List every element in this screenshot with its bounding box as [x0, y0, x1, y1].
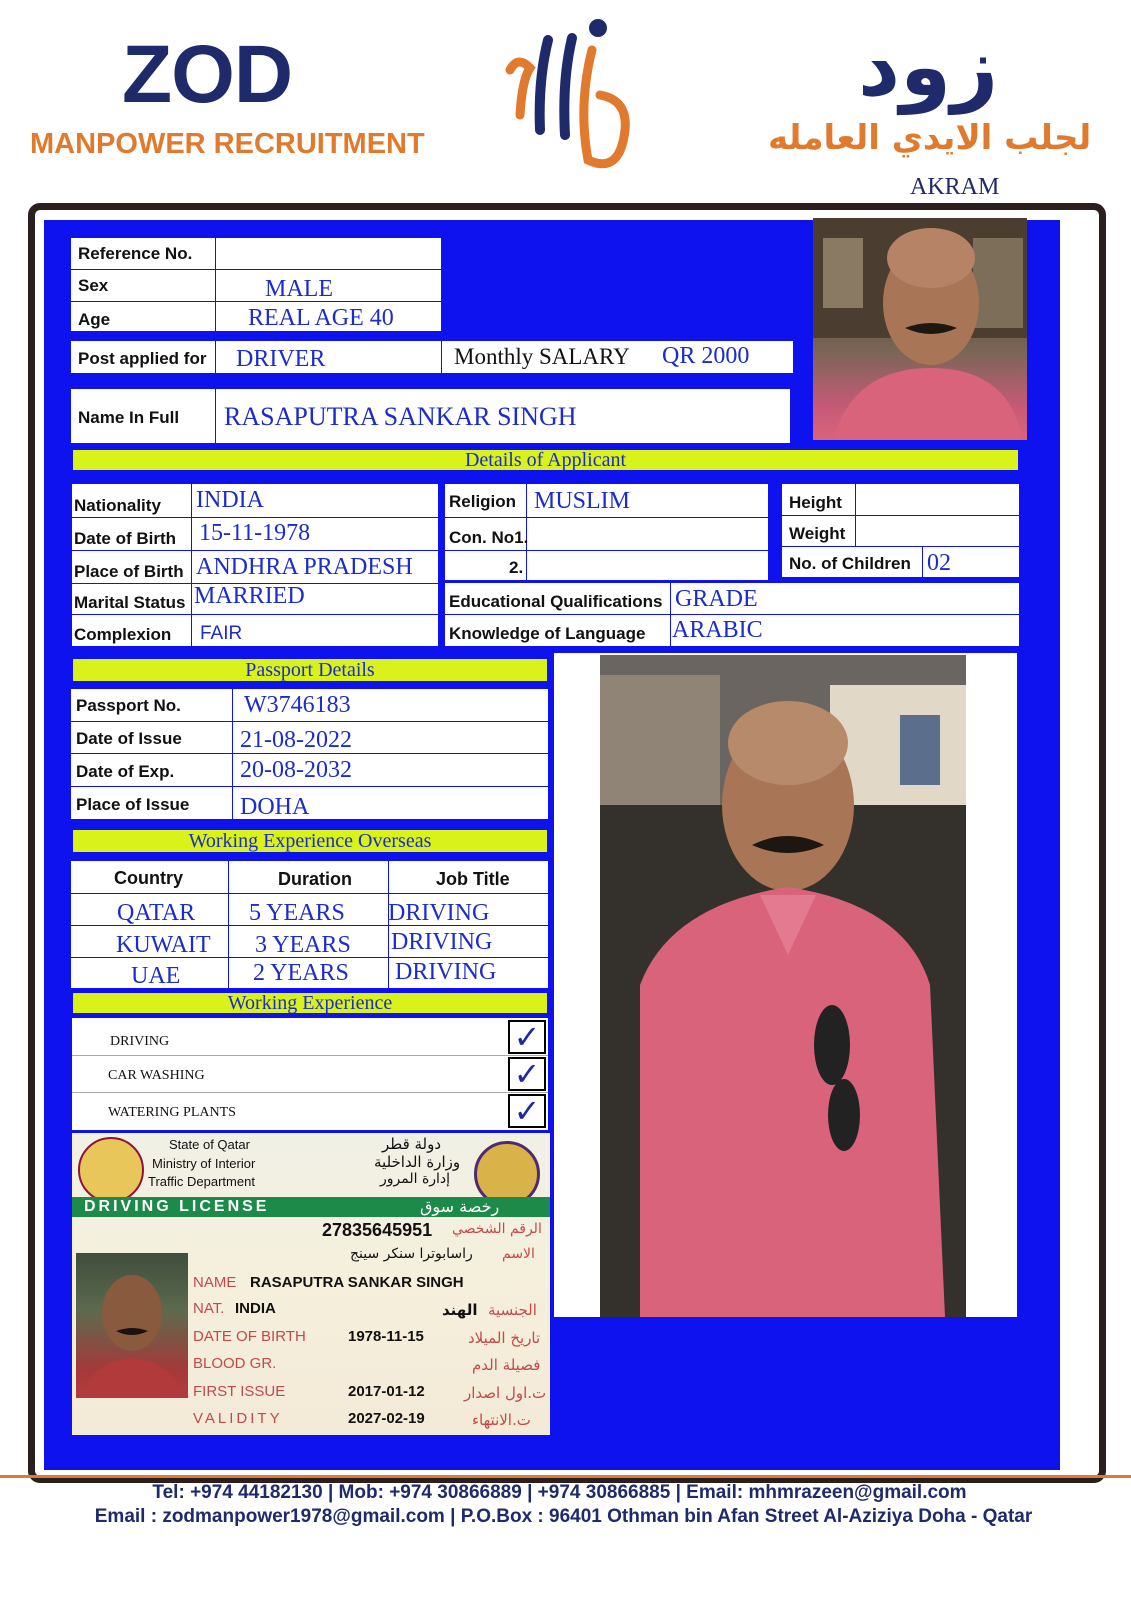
overseas-duration-1: 5 YEARS: [249, 900, 345, 926]
pob-label: Place of Birth: [74, 562, 184, 581]
overseas-job-1: DRIVING: [388, 900, 490, 926]
dob-label: Date of Birth: [74, 529, 176, 548]
passport-exp-label: Date of Exp.: [76, 762, 175, 781]
overseas-col-duration: Duration: [278, 869, 352, 889]
passport-exp-value: 20-08-2032: [240, 757, 352, 783]
license-ar-title: رخصة سوق: [420, 1197, 500, 1216]
overseas-country-2: KUWAIT: [116, 932, 211, 958]
overseas-country-1: QATAR: [117, 900, 196, 926]
passport-issue-value: 21-08-2022: [240, 727, 352, 753]
nationality-value: INDIA: [196, 487, 264, 513]
passport-issue-label: Date of Issue: [76, 729, 182, 748]
license-dob-value: 1978-11-15: [348, 1328, 424, 1345]
arabic-brand: زود: [858, 20, 999, 115]
language-label: Knowledge of Language: [449, 624, 646, 643]
children-label: No. of Children: [789, 554, 911, 573]
license-nat-value: INDIA: [235, 1300, 276, 1317]
license-ar-dob-label: تاريخ الميلاد: [468, 1329, 541, 1347]
license-dept: Traffic Department: [148, 1174, 255, 1189]
name-value: RASAPUTRA SANKAR SINGH: [224, 402, 577, 431]
education-label: Educational Qualifications: [449, 592, 663, 611]
age-value: REAL AGE 40: [248, 305, 394, 331]
children-value: 02: [927, 550, 951, 576]
age-label: Age: [78, 310, 111, 329]
license-state: State of Qatar: [169, 1137, 250, 1152]
checkbox-car-washing[interactable]: ✓: [508, 1057, 546, 1091]
license-number: 27835645951: [322, 1220, 433, 1240]
license-ar-nat-label: الجنسية: [488, 1301, 537, 1319]
overseas-col-job: Job Title: [436, 869, 510, 889]
license-photo: [76, 1253, 188, 1398]
con1-label: Con. No1.: [449, 528, 529, 547]
overseas-job-3: DRIVING: [395, 959, 497, 985]
license-ministry: Ministry of Interior: [152, 1156, 256, 1171]
license-ar-ministry: وزارة الداخلية: [374, 1153, 461, 1171]
name-label: Name In Full: [78, 408, 180, 427]
license-name-value: RASAPUTRA SANKAR SINGH: [250, 1274, 464, 1291]
height-label: Height: [789, 493, 842, 512]
license-ar-number-label: الرقم الشخصي: [452, 1221, 542, 1237]
license-ar-name-label: الاسم: [502, 1246, 535, 1262]
license-first-value: 2017-01-12: [348, 1383, 425, 1400]
marital-value: MARRIED: [194, 583, 305, 609]
education-value: GRADE: [675, 586, 758, 612]
license-nat-label: NAT.: [193, 1300, 225, 1317]
complexion-value: FAIR: [200, 623, 243, 644]
checkbox-driving[interactable]: ✓: [508, 1020, 546, 1054]
salary-label: Monthly SALARY: [454, 344, 630, 369]
license-ar-nat-value: الهند: [442, 1301, 478, 1319]
footer-contact-line-2: Email : zodmanpower1978@gmail.com | P.O.Box : 96401 Othman bin Afan Street Al-Aziziya Doha - Qatar: [94, 1506, 1033, 1527]
license-first-label: FIRST ISSUE: [193, 1383, 286, 1400]
dob-value: 15-11-1978: [199, 520, 311, 546]
overseas-country-3: UAE: [131, 963, 181, 989]
applicant-photo-large: [600, 655, 966, 1317]
marital-label: Marital Status: [74, 593, 186, 612]
religion-label: Religion: [449, 492, 517, 511]
driving-license-card: [72, 1133, 550, 1435]
sex-value: MALE: [265, 276, 333, 302]
license-dob-label: DATE OF BIRTH: [193, 1328, 306, 1345]
overseas-col-country: Country: [114, 868, 183, 888]
con2-label: 2.: [509, 558, 524, 577]
details-heading: Details of Applicant: [73, 450, 1018, 470]
experience-heading: Working Experience: [73, 993, 547, 1013]
passport-place-value: DOHA: [240, 794, 310, 820]
overseas-heading: Working Experience Overseas: [73, 830, 547, 852]
license-ar-blood-label: فصيلة الدم: [472, 1356, 541, 1374]
experience-item-1: DRIVING: [110, 1034, 170, 1049]
license-name-label: NAME: [193, 1274, 237, 1291]
overseas-duration-2: 3 YEARS: [255, 932, 351, 958]
overseas-duration-3: 2 YEARS: [253, 960, 349, 986]
license-ar-state: دولة قطر: [382, 1135, 442, 1153]
complexion-label: Complexion: [74, 625, 172, 644]
post-label: Post applied for: [78, 349, 207, 368]
arabic-tagline: لجلب الايدي العامله: [768, 118, 1092, 158]
sex-label: Sex: [78, 276, 109, 295]
qatar-emblem-icon: [78, 1137, 144, 1203]
applicant-photo-small: [813, 218, 1027, 440]
license-validity-label: VALIDITY: [193, 1410, 283, 1427]
license-blood-label: BLOOD GR.: [193, 1355, 277, 1372]
experience-item-3: WATERING PLANTS: [108, 1105, 236, 1120]
brand-logo-text: ZOD: [122, 29, 293, 120]
salary-value: QR 2000: [662, 343, 750, 369]
overseas-job-2: DRIVING: [391, 929, 493, 955]
brand-tagline: MANPOWER RECRUITMENT: [30, 128, 425, 160]
language-value: ARABIC: [672, 617, 763, 643]
license-ar-dept: إدارة المرور: [380, 1171, 451, 1187]
passport-no-label: Passport No.: [76, 696, 181, 715]
agent-name: AKRAM: [910, 174, 1000, 200]
checkbox-watering-plants[interactable]: ✓: [508, 1094, 546, 1128]
footer-divider: [0, 1475, 1131, 1478]
experience-item-2: CAR WASHING: [108, 1068, 205, 1083]
passport-heading: Passport Details: [73, 659, 547, 681]
passport-place-label: Place of Issue: [76, 795, 190, 814]
weight-label: Weight: [789, 524, 846, 543]
license-ar-name: راسابوترا سنكر سينج: [350, 1246, 473, 1262]
footer-contact-line-1: Tel: +974 44182130 | Mob: +974 30866889 | +974 30866885 | Email: mhmrazeen@gmail.com: [152, 1482, 967, 1503]
passport-no-value: W3746183: [244, 692, 351, 718]
brand-emblem-icon: [500, 10, 640, 180]
reference-label: Reference No.: [78, 244, 193, 263]
license-ar-validity-label: ت.الانتهاء: [472, 1411, 531, 1429]
post-value: DRIVER: [236, 346, 326, 372]
license-title: DRIVING LICENSE: [84, 1198, 270, 1215]
license-ar-first-label: ت.اول اصدار: [464, 1384, 547, 1402]
nationality-label: Nationality: [74, 496, 161, 515]
religion-value: MUSLIM: [534, 488, 631, 514]
license-validity-value: 2027-02-19: [348, 1410, 425, 1427]
pob-value: ANDHRA PRADESH: [196, 554, 413, 580]
